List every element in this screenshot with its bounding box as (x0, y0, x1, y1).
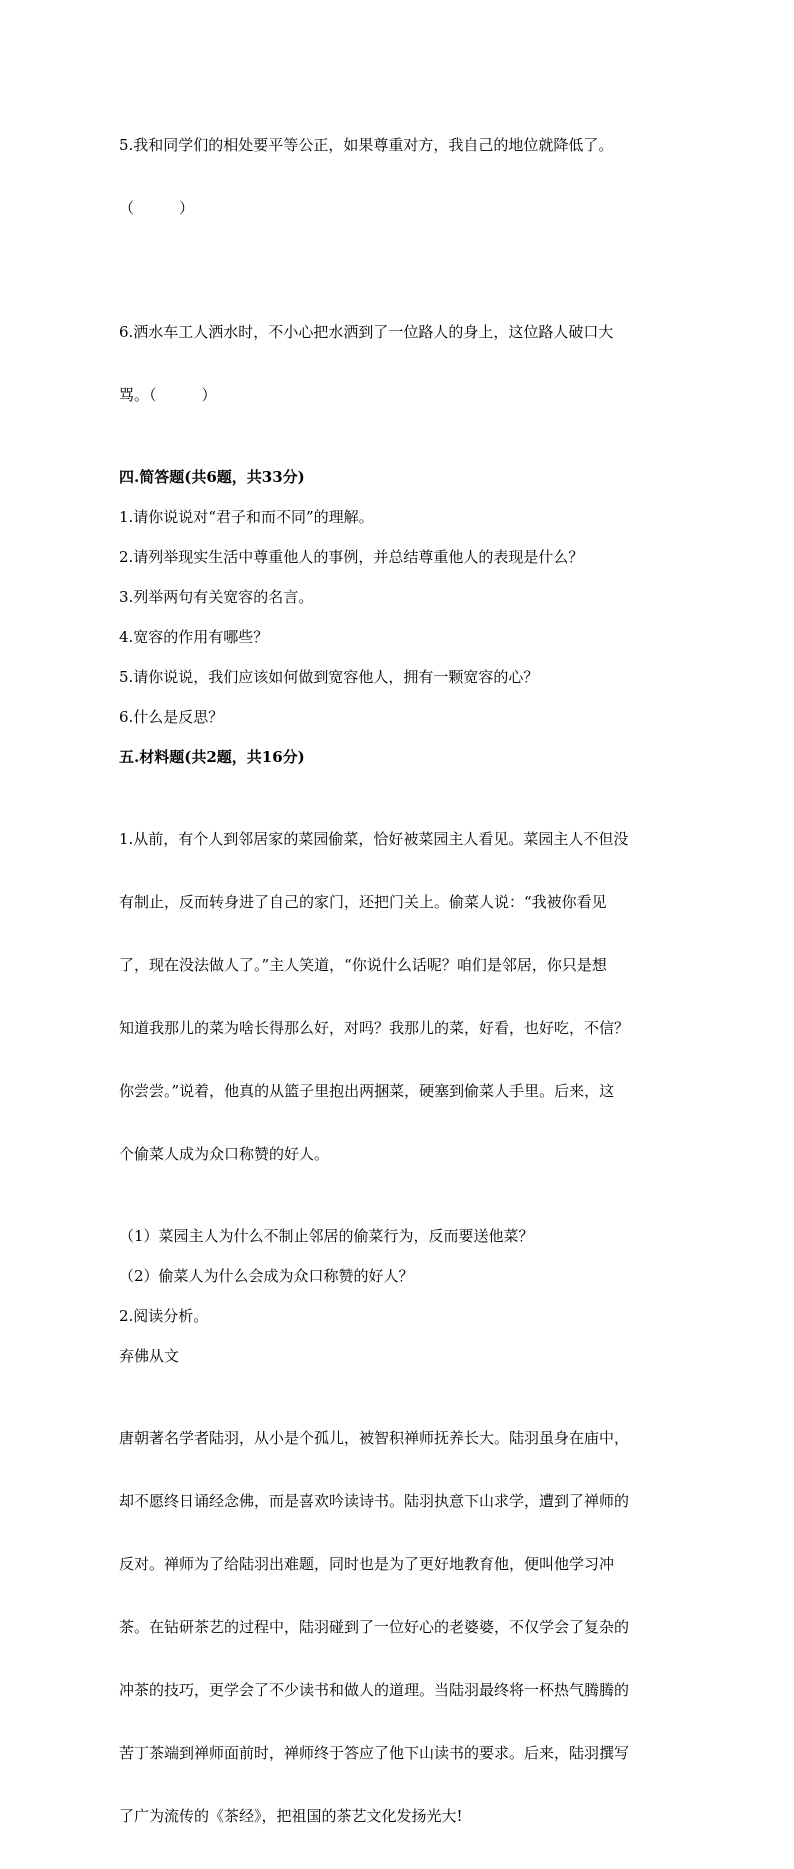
short-answer-2: 2.请列举现实生活中尊重他人的事例，并总结尊重他人的表现是什么？ (119, 548, 584, 566)
judge-item-5: 5.我和同学们的相处要平等公正，如果尊重对方，我自己的地位就降低了。 （ ） (119, 136, 614, 217)
material-2-text: 唐朝著名学者陆羽，从小是个孤儿，被智积禅师抚养长大。陆羽虽身在庙中， 却不愿终日诵经念佛，而是喜欢吟读诗书。陆羽执意下山求学，遭到了禅师的 反对。禅师为了给陆羽出难题，同时也是为了更好地教育他，便叫他学习冲 茶。在钻研茶艺的过程中，陆羽碰到了一位好心的老婆婆，不仅学会了复杂的 冲茶的技巧，更学会了不少读书和做人的道理。当陆羽最终将一杯热气腾腾的 苦丁茶端到禅师面前时，禅师终于答应了他下山读书的要求。后来，陆羽撰写 了广为流传的《茶经》，把祖国的茶艺文化发扬光大! (119, 1429, 630, 1825)
worksheet-page (119, 93, 679, 1869)
material-1-question-1: （1）菜园主人为什么不制止邻居的偷菜行为，反而要送他菜？ (119, 1227, 534, 1245)
short-answer-3: 3.列举两句有关宽容的名言。 (119, 588, 314, 606)
material-2-title: 弃佛从文 (119, 1347, 180, 1365)
section-4-title: 四.简答题(共6题，共33分) (119, 468, 305, 486)
material-1-question-2: （2）偷菜人为什么会成为众口称赞的好人？ (119, 1267, 414, 1285)
material-2-intro: 2.阅读分析。 (119, 1307, 209, 1325)
judge-item-6: 6.洒水车工人洒水时，不小心把水洒到了一位路人的身上，这位路人破口大 骂。（ ） (119, 323, 614, 404)
section-5-title: 五.材料题(共2题，共16分) (119, 748, 305, 766)
short-answer-5: 5.请你说说，我们应该如何做到宽容他人，拥有一颗宽容的心？ (119, 668, 539, 686)
short-answer-6: 6.什么是反思？ (119, 708, 224, 726)
short-answer-1: 1.请你说说对“君子和而不同”的理解。 (119, 508, 374, 526)
material-1-text: 1.从前，有个人到邻居家的菜园偷菜，恰好被菜园主人看见。菜园主人不但没 有制止，反而转身进了自己的家门，还把门关上。偷菜人说：“我被你看见 了，现在没法做人了。”主人笑道，“你说什么话呢？咱们是邻居，你只是想 知道我那儿的菜为啥长得那么好，对吗？我那儿的菜，好看，也好吃，不信？ 你尝尝。”说着，他真的从篮子里抱出两捆菜，硬塞到偷菜人手里。后来，这 个偷菜人成为众口称赞的好人。 (119, 830, 630, 1163)
short-answer-4: 4.宽容的作用有哪些？ (119, 628, 269, 646)
